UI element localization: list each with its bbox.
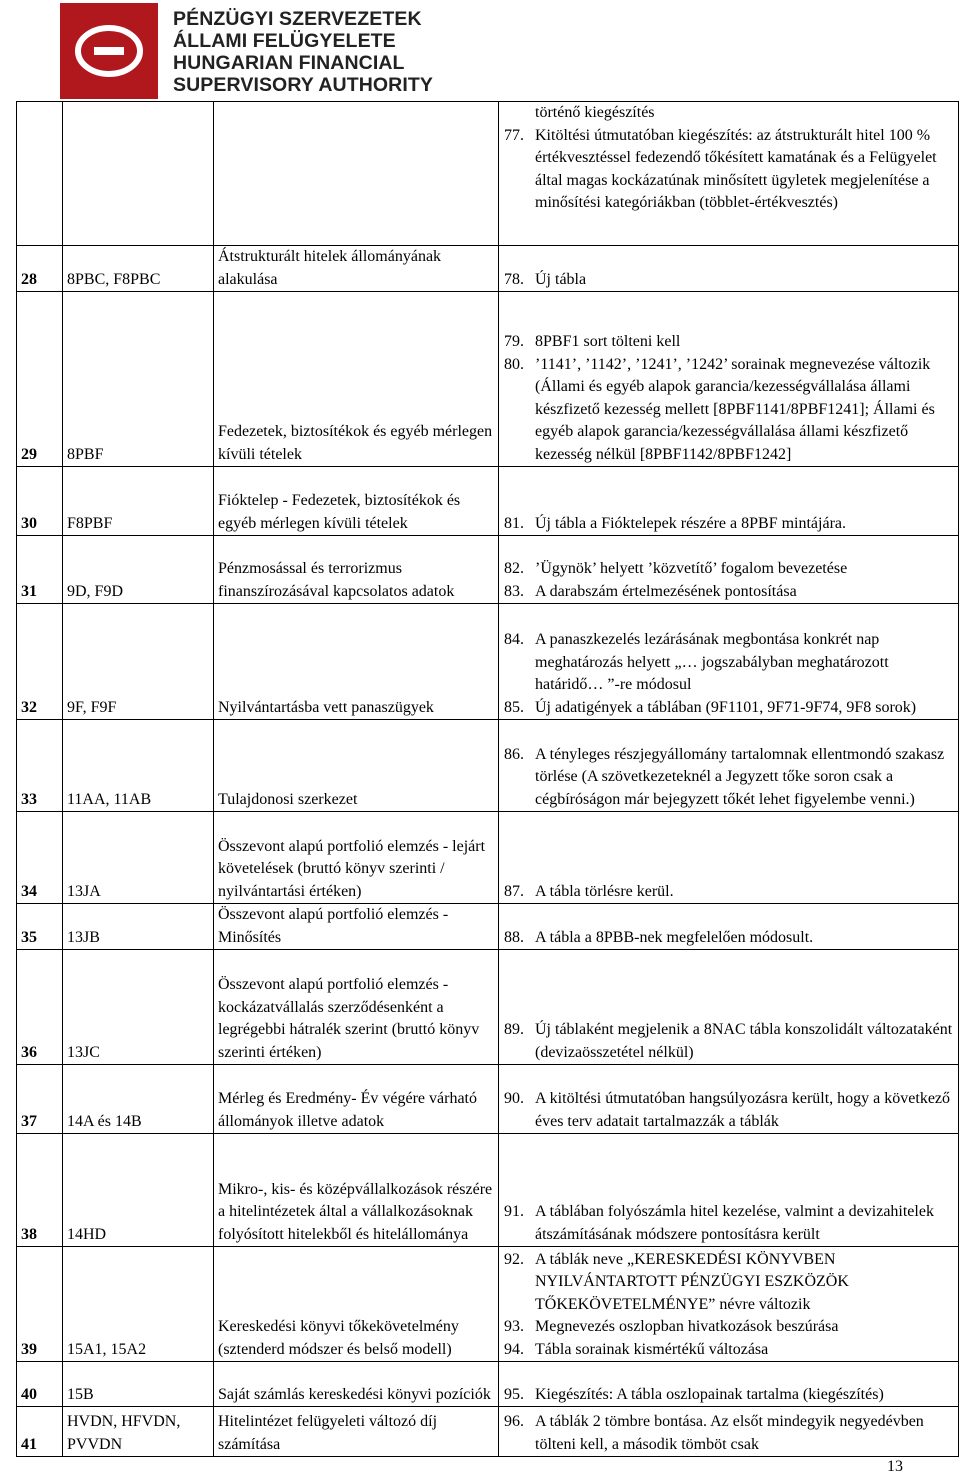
table-code: 13JC: [63, 950, 214, 1065]
change-item-number: 95.: [504, 1385, 524, 1403]
table-title: Összevont alapú portfolió elemzés - kockázatvállalás szerződésenként a legrégebbi hátralék szerint (bruttó könyv szerinti értéken): [214, 950, 499, 1065]
table-code: [63, 102, 214, 246]
change-item-text: A darabszám értelmezésének pontosítása: [535, 582, 797, 600]
table-code: F8PBF: [63, 467, 214, 536]
change-description: [499, 1247, 959, 1362]
table-row: [17, 1407, 959, 1457]
row-number: 31: [17, 536, 63, 604]
org-name-line: ÁLLAMI FELÜGYELETE: [173, 30, 396, 52]
change-item: [504, 1088, 954, 1133]
change-item-text: Megnevezés oszlopban hivatkozások beszúrása: [535, 1318, 839, 1335]
table-code: 11AA, 11AB: [63, 720, 214, 812]
table-row: [17, 720, 959, 812]
table-title: Összevont alapú portfolió elemzés - lejárt követelések (bruttó könyv szerinti / nyilvántartási értéken): [214, 812, 499, 904]
table-row: [17, 246, 959, 292]
change-item-text: A táblák 2 tömbre bontása. Az elsőt mindegyik negyedévben tölteni kell, a második tömböt csak: [535, 1413, 924, 1453]
table-title: [214, 102, 499, 246]
table-code: 9D, F9D: [63, 536, 214, 604]
change-item-number: 96.: [504, 1413, 524, 1430]
table-title: Fióktelep - Fedezetek, biztosítékok és egyéb mérlegen kívüli tételek: [214, 467, 499, 536]
change-item-text: 8PBF1 sort tölteni kell: [535, 333, 681, 350]
row-number: 38: [17, 1134, 63, 1247]
change-item: [504, 102, 954, 125]
change-item-number: [504, 102, 535, 125]
change-item: [504, 331, 954, 354]
changes-table-body: [17, 102, 959, 1457]
row-number: 39: [17, 1247, 63, 1362]
table-code: 15B: [63, 1362, 214, 1407]
table-code: 9F, F9F: [63, 604, 214, 720]
change-item: [504, 1384, 954, 1407]
change-description: [499, 904, 959, 950]
change-description: [499, 950, 959, 1065]
change-item-text: A tábla a 8PBB-nek megfelelően módosult.: [535, 928, 814, 946]
change-description: [499, 467, 959, 536]
table-row: [17, 1247, 959, 1362]
change-description: [499, 536, 959, 604]
table-code: 14HD: [63, 1134, 214, 1247]
row-number: 36: [17, 950, 63, 1065]
change-item-number: 79.: [504, 333, 524, 350]
change-description: [499, 1065, 959, 1134]
change-item: [504, 1411, 954, 1456]
table-code: 13JB: [63, 904, 214, 950]
table-row: [17, 904, 959, 950]
table-title: Pénzmosással és terrorizmus finanszírozásával kapcsolatos adatok: [214, 536, 499, 604]
change-item-number: 82.: [504, 560, 524, 577]
change-item-text: ’Ügynök’ helyett ’közvetítő’ fogalom bevezetése: [535, 560, 848, 577]
change-item-text: Új táblaként megjelenik a 8NAC tábla konszolidált változataként (devizaösszetétel nélkül): [535, 1021, 953, 1061]
table-code: 8PBC, F8PBC: [63, 246, 214, 292]
change-item-number: 89.: [504, 1021, 524, 1038]
change-item-number: 94.: [504, 1340, 524, 1358]
change-item-number: 92.: [504, 1250, 524, 1268]
change-item: [504, 1249, 954, 1317]
change-item-text: A táblában folyószámla hitel kezelése, valmint a devizahitelek átszámításának módszere pontosításra került: [535, 1203, 934, 1243]
table-code: 13JA: [63, 812, 214, 904]
table-title: Saját számlás kereskedési könyvi pozíciók: [214, 1362, 499, 1407]
table-code: 14A és 14B: [63, 1065, 214, 1134]
change-item: [504, 1201, 954, 1246]
change-item-text: történő kiegészítés: [535, 104, 655, 121]
change-item-number: 84.: [504, 631, 524, 648]
table-row: [17, 292, 959, 467]
table-title: Fedezetek, biztosítékok és egyéb mérlegen kívüli tételek: [214, 292, 499, 467]
change-item-number: 86.: [504, 745, 524, 763]
table-row: [17, 1362, 959, 1407]
page-header: [60, 3, 480, 99]
change-item: [504, 558, 954, 581]
psz-logo-icon: [60, 3, 158, 99]
change-description: [499, 292, 959, 467]
change-item-number: 80.: [504, 355, 524, 373]
row-number: [17, 102, 63, 246]
change-description: [499, 720, 959, 812]
change-description: [499, 604, 959, 720]
change-item-text: A tábla törlésre kerül.: [535, 882, 674, 900]
change-item: [504, 269, 954, 292]
table-code: 15A1, 15A2: [63, 1247, 214, 1362]
org-name-line: SUPERVISORY AUTHORITY: [173, 74, 433, 96]
change-item: [504, 744, 954, 812]
row-number: 34: [17, 812, 63, 904]
row-number: 40: [17, 1362, 63, 1407]
change-item-text: Kiegészítés: A tábla oszlopainak tartalma (kiegészítés): [535, 1385, 884, 1403]
change-item-number: 90.: [504, 1090, 524, 1107]
change-item-text: A táblák neve „KERESKEDÉSI KÖNYVBEN NYILVÁNTARTOTT PÉNZÜGYI ESZKÖZÖK TŐKEKÖVETELMÉNYE” névre változik: [535, 1250, 849, 1313]
change-item-text: ’1141’, ’1142’, ’1241’, ’1242’ sorainak megnevezése változik (Állami és egyéb alapok garancia/kezességvállalása állami készfizető kezesség mellett [8PBF1141/8PBF1241]; Állami és egyéb alapok garancia/kezességvállalása állami készfizető kezesség nélkül [8PBF1142/8PBF1242]: [535, 355, 935, 463]
table-row: [17, 536, 959, 604]
change-item: [504, 354, 954, 467]
org-name-line: HUNGARIAN FINANCIAL: [173, 52, 405, 74]
change-description: [499, 246, 959, 292]
change-item: [504, 629, 954, 697]
table-code: HVDN, HFVDN, PVVDN: [63, 1407, 214, 1457]
change-item: [504, 125, 954, 215]
table-row: [17, 102, 959, 246]
change-description: [499, 1134, 959, 1247]
table-title: Mikro-, kis- és középvállalkozások részére a hitelintézetek által a vállalkozásoknak folyósított hitelekből és hitelállománya: [214, 1134, 499, 1247]
change-item-number: 81.: [504, 514, 524, 532]
change-item-number: 85.: [504, 698, 524, 716]
change-item-text: Tábla sorainak kismértékű változása: [535, 1340, 769, 1358]
change-item-number: 83.: [504, 582, 524, 600]
change-item: [504, 581, 954, 604]
organization-name: [173, 8, 433, 96]
change-item-text: Új tábla: [535, 270, 587, 288]
row-number: 37: [17, 1065, 63, 1134]
page-number: 13: [887, 1458, 903, 1475]
change-item-text: Új adatigények a táblában (9F1101, 9F71-9F74, 9F8 sorok): [535, 698, 917, 716]
org-name-line: PÉNZÜGYI SZERVEZETEK: [173, 8, 422, 30]
row-number: 29: [17, 292, 63, 467]
change-item-number: 77.: [504, 126, 524, 144]
table-title: Mérleg és Eredmény- Év végére várható állományok illetve adatok: [214, 1065, 499, 1134]
change-item: [504, 697, 954, 720]
changes-table: [16, 101, 959, 1457]
table-code: 8PBF: [63, 292, 214, 467]
change-description: [499, 102, 959, 246]
row-number: 35: [17, 904, 63, 950]
change-item-text: A kitöltési útmutatóban hangsúlyozásra került, hogy a következő éves terv adatait tartalmazzák a táblák: [535, 1090, 951, 1130]
row-number: 41: [17, 1407, 63, 1457]
logo: [60, 3, 158, 99]
change-item: [504, 513, 954, 536]
change-item: [504, 1339, 954, 1362]
table-row: [17, 812, 959, 904]
change-item-number: 87.: [504, 882, 524, 900]
table-row: [17, 604, 959, 720]
table-title: Nyilvántartásba vett panaszügyek: [214, 604, 499, 720]
change-item-text: A tényleges részjegyállomány tartalomnak ellentmondó szakasz törlése (A szövetkezeteknél a Jegyzett tőke soron csak a cégbíróságon már bejegyzett tőkét lehet figyelembe venni.): [535, 745, 945, 808]
change-item: [504, 1316, 954, 1339]
change-item: [504, 927, 954, 950]
change-item-number: 78.: [504, 270, 524, 288]
table-row: [17, 467, 959, 536]
row-number: 33: [17, 720, 63, 812]
table-title: Tulajdonosi szerkezet: [214, 720, 499, 812]
change-item: [504, 881, 954, 904]
change-item-number: 91.: [504, 1203, 524, 1220]
change-item-number: 88.: [504, 928, 524, 946]
change-item: [504, 1019, 954, 1064]
change-description: [499, 1407, 959, 1457]
row-number: 28: [17, 246, 63, 292]
table-row: [17, 950, 959, 1065]
change-description: [499, 1362, 959, 1407]
table-title: Hitelintézet felügyeleti változó díj számítása: [214, 1407, 499, 1457]
table-title: Kereskedési könyvi tőkekövetelmény (sztenderd módszer és belső modell): [214, 1247, 499, 1362]
change-item-number: 93.: [504, 1318, 524, 1335]
change-item-text: Kitöltési útmutatóban kiegészítés: az átstrukturált hitel 100 % értékvesztéssel fedezendő tőkésített kamatának és a Felügyelet által magas kockázatúnak minősített ügyletek megjelenítése a minősítési kategóriákban (többlet-értékvesztés): [535, 126, 937, 211]
change-description: [499, 812, 959, 904]
row-number: 30: [17, 467, 63, 536]
table-title: Átstrukturált hitelek állományának alakulása: [214, 246, 499, 292]
change-item-text: Új tábla a Fióktelepek részére a 8PBF mintájára.: [535, 514, 847, 532]
change-item-text: A panaszkezelés lezárásának megbontása konkrét nap meghatározás helyett „… jogszabályban meghatározott határidő… ”-re módosul: [535, 631, 889, 693]
table-row: [17, 1065, 959, 1134]
row-number: 32: [17, 604, 63, 720]
table-row: [17, 1134, 959, 1247]
table-title: Összevont alapú portfolió elemzés - Minősítés: [214, 904, 499, 950]
